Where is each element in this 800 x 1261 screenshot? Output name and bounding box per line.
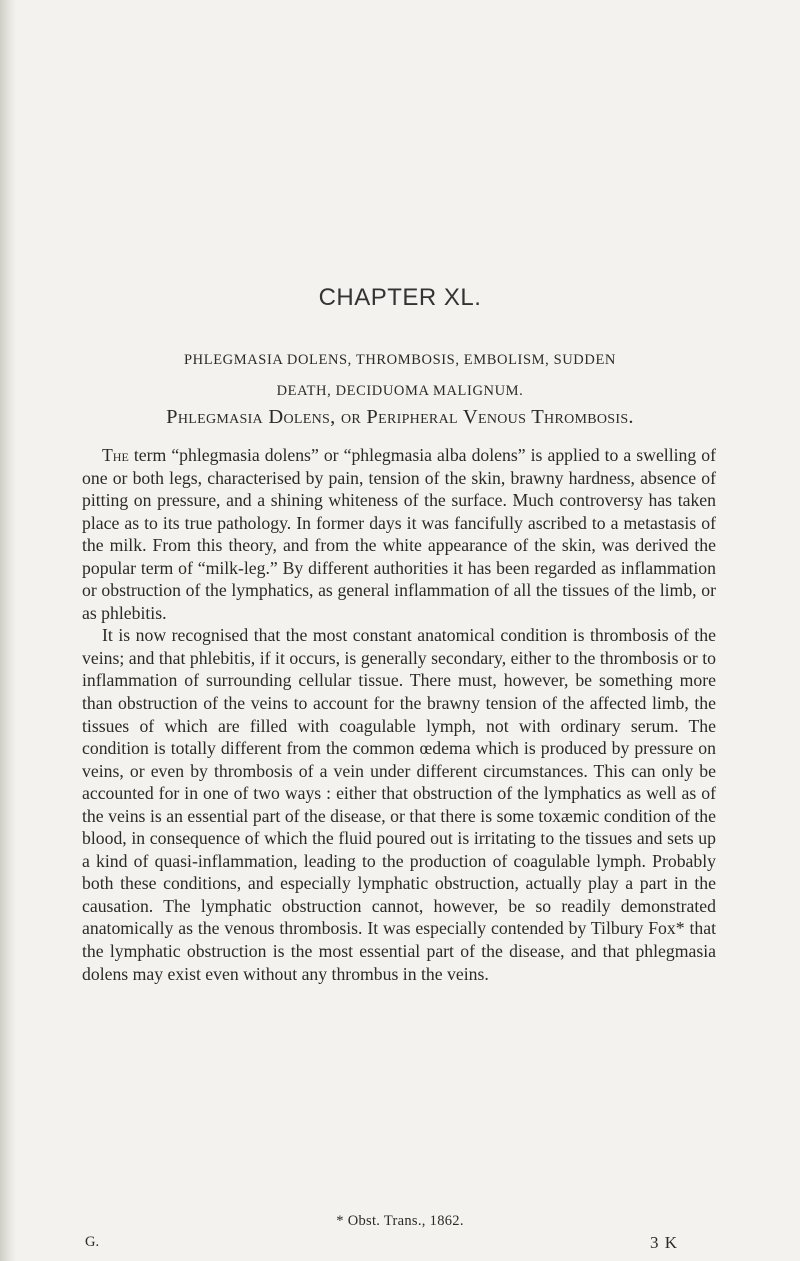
footnote: * Obst. Trans., 1862. xyxy=(336,1213,464,1229)
paragraph-1-text: term “phlegmasia dolens” or “phlegmasia alba dolens” is applied to a swelling of one or both legs, characterised by pain, tension of the skin, brawny hardness, absence of pitting on pressure, and a shining whiteness of the surface. Much controversy has taken place as to its true pathology. In former days it was fancifully ascribed to a metastasis of the milk. From this theory, and from the white appearance of the skin, was derived the popular term of “milk-leg.” By different authorities it has been regarded as inflammation or obstruction of the lymphatics, as general inflammation of all the tissues of the limb, or as phlebitis. xyxy=(82,445,716,623)
chapter-subtitle-line-1: PHLEGMASIA DOLENS, THROMBOSIS, EMBOLISM, SUDDEN xyxy=(184,352,616,368)
chapter-subtitle xyxy=(120,345,680,407)
signature-mark-right: 3 K xyxy=(650,1233,679,1252)
paragraph-1 xyxy=(82,444,716,624)
lead-word: The xyxy=(102,445,129,465)
body-text xyxy=(82,444,716,985)
chapter-heading: CHAPTER XL. xyxy=(318,284,482,311)
paragraph-2: It is now recognised that the most constant anatomical condition is thrombosis of the veins; and that phlebitis, if it occurs, is generally secondary, either to the thrombosis or to inflammation of surrounding cellular tissue. There must, however, be something more than obstruction of the veins to account for the brawny tension of the affected limb, the tissues of which are filled with coagulable lymph, not with ordinary serum. The condition is totally different from the common œdema which is produced by pressure on veins, or even by thrombosis of a vein under different circumstances. This can only be accounted for in one of two ways : either that obstruction of the lymphatics as well as of the veins is an essential part of the disease, or that there is some toxæmic condition of the blood, in consequence of which the fluid poured out is irritating to the tissues and sets up a kind of quasi-inflammation, leading to the production of coagulable lymph. Probably both these conditions, and especially lymphatic obstruction, actually play a part in the causation. The lymphatic obstruction cannot, however, be so readily demonstrated anatomically as the venous thrombosis. It was especially contended by Tilbury Fox* that the lymphatic obstruction is the most essential part of the disease, and that phlegmasia dolens may exist even without any thrombus in the veins. xyxy=(82,625,716,984)
signature-mark-left: G. xyxy=(85,1234,100,1250)
chapter-subtitle-line-2: DEATH, DECIDUOMA MALIGNUM. xyxy=(276,383,524,399)
section-heading: Phlegmasia Dolens, or Peripheral Venous Thrombosis. xyxy=(166,406,634,428)
